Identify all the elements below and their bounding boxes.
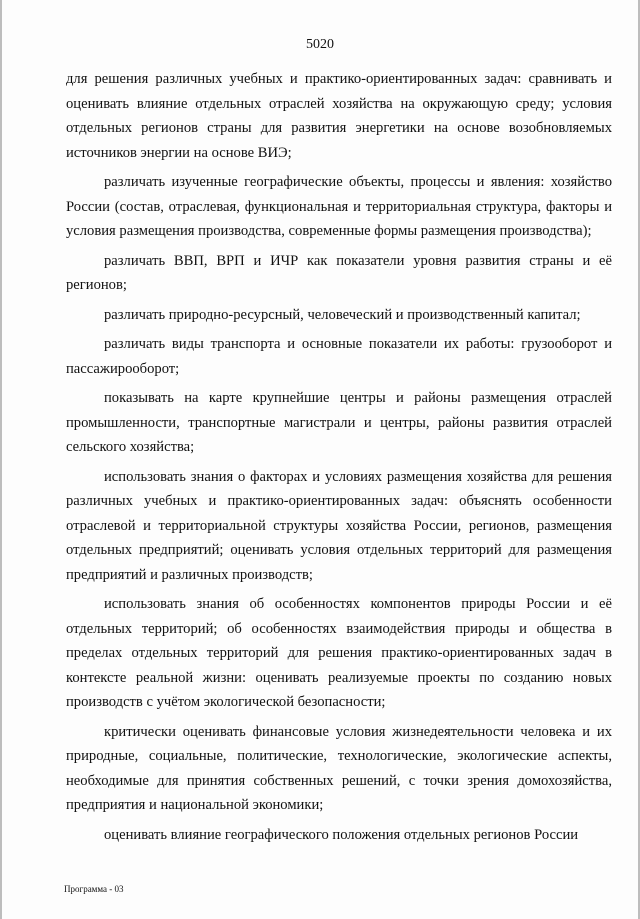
- paragraph-2: различать изученные географические объекты, процессы и явления: хозяйство России (состав, отраслевая, функциональная и территориальная структура, факторы и условия размещения производства, современные формы размещения производства);: [66, 174, 612, 239]
- paragraph-9: критически оценивать финансовые условия жизнедеятельности человека и их природные, социальные, политические, технологические, экологические аспекты, необходимые для принятия собственных решений, с точки зрения домохозяйства, предприятия и национальной экономики;: [66, 723, 612, 813]
- paragraph-6: показывать на карте крупнейшие центры и районы размещения отраслей промышленности, транспортные магистрали и центры, районы развития отраслей сельского хозяйства;: [66, 390, 612, 455]
- paragraph-8: использовать знания об особенностях компонентов природы России и её отдельных территорий; об особенностях взаимодействия природы и общества в пределах отдельных территорий для решения практико-ориентированных задач в контексте реальной жизни: оценивать реализуемые проекты по созданию новых производств с учётом экологической безопасности;: [66, 596, 612, 710]
- paragraph-5: различать виды транспорта и основные показатели их работы: грузооборот и пассажирооборот;: [66, 336, 612, 377]
- paragraph-3: различать ВВП, ВРП и ИЧР как показатели уровня развития страны и её регионов;: [66, 252, 612, 293]
- paragraph-4: различать природно-ресурсный, человеческий и производственный капитал;: [104, 306, 581, 323]
- paragraph-7: использовать знания о факторах и условиях размещения хозяйства для решения различных учебных и практико-ориентированных задач: объяснять особенности отраслевой и территориальной структуры хозяйства России, регионов, размещения отдельных предприятий; оценивать условия отдельных территорий для размещения предприятий и различных производств;: [66, 468, 612, 583]
- scan-edge-left: [0, 0, 2, 919]
- body-text: [66, 67, 612, 852]
- paragraph-1: для решения различных учебных и практико-ориентированных задач: сравнивать и оценивать влияние отдельных отраслей хозяйства на окружающую среду; условия отдельных регионов страны для развития энергетики на основе возобновляемых источников энергии на основе ВИЭ;: [66, 71, 612, 161]
- paragraph-10: оценивать влияние географического положения отдельных регионов России: [104, 826, 579, 843]
- footer-program-label: Программа - 03: [64, 884, 124, 894]
- page-number: 5020: [306, 37, 334, 52]
